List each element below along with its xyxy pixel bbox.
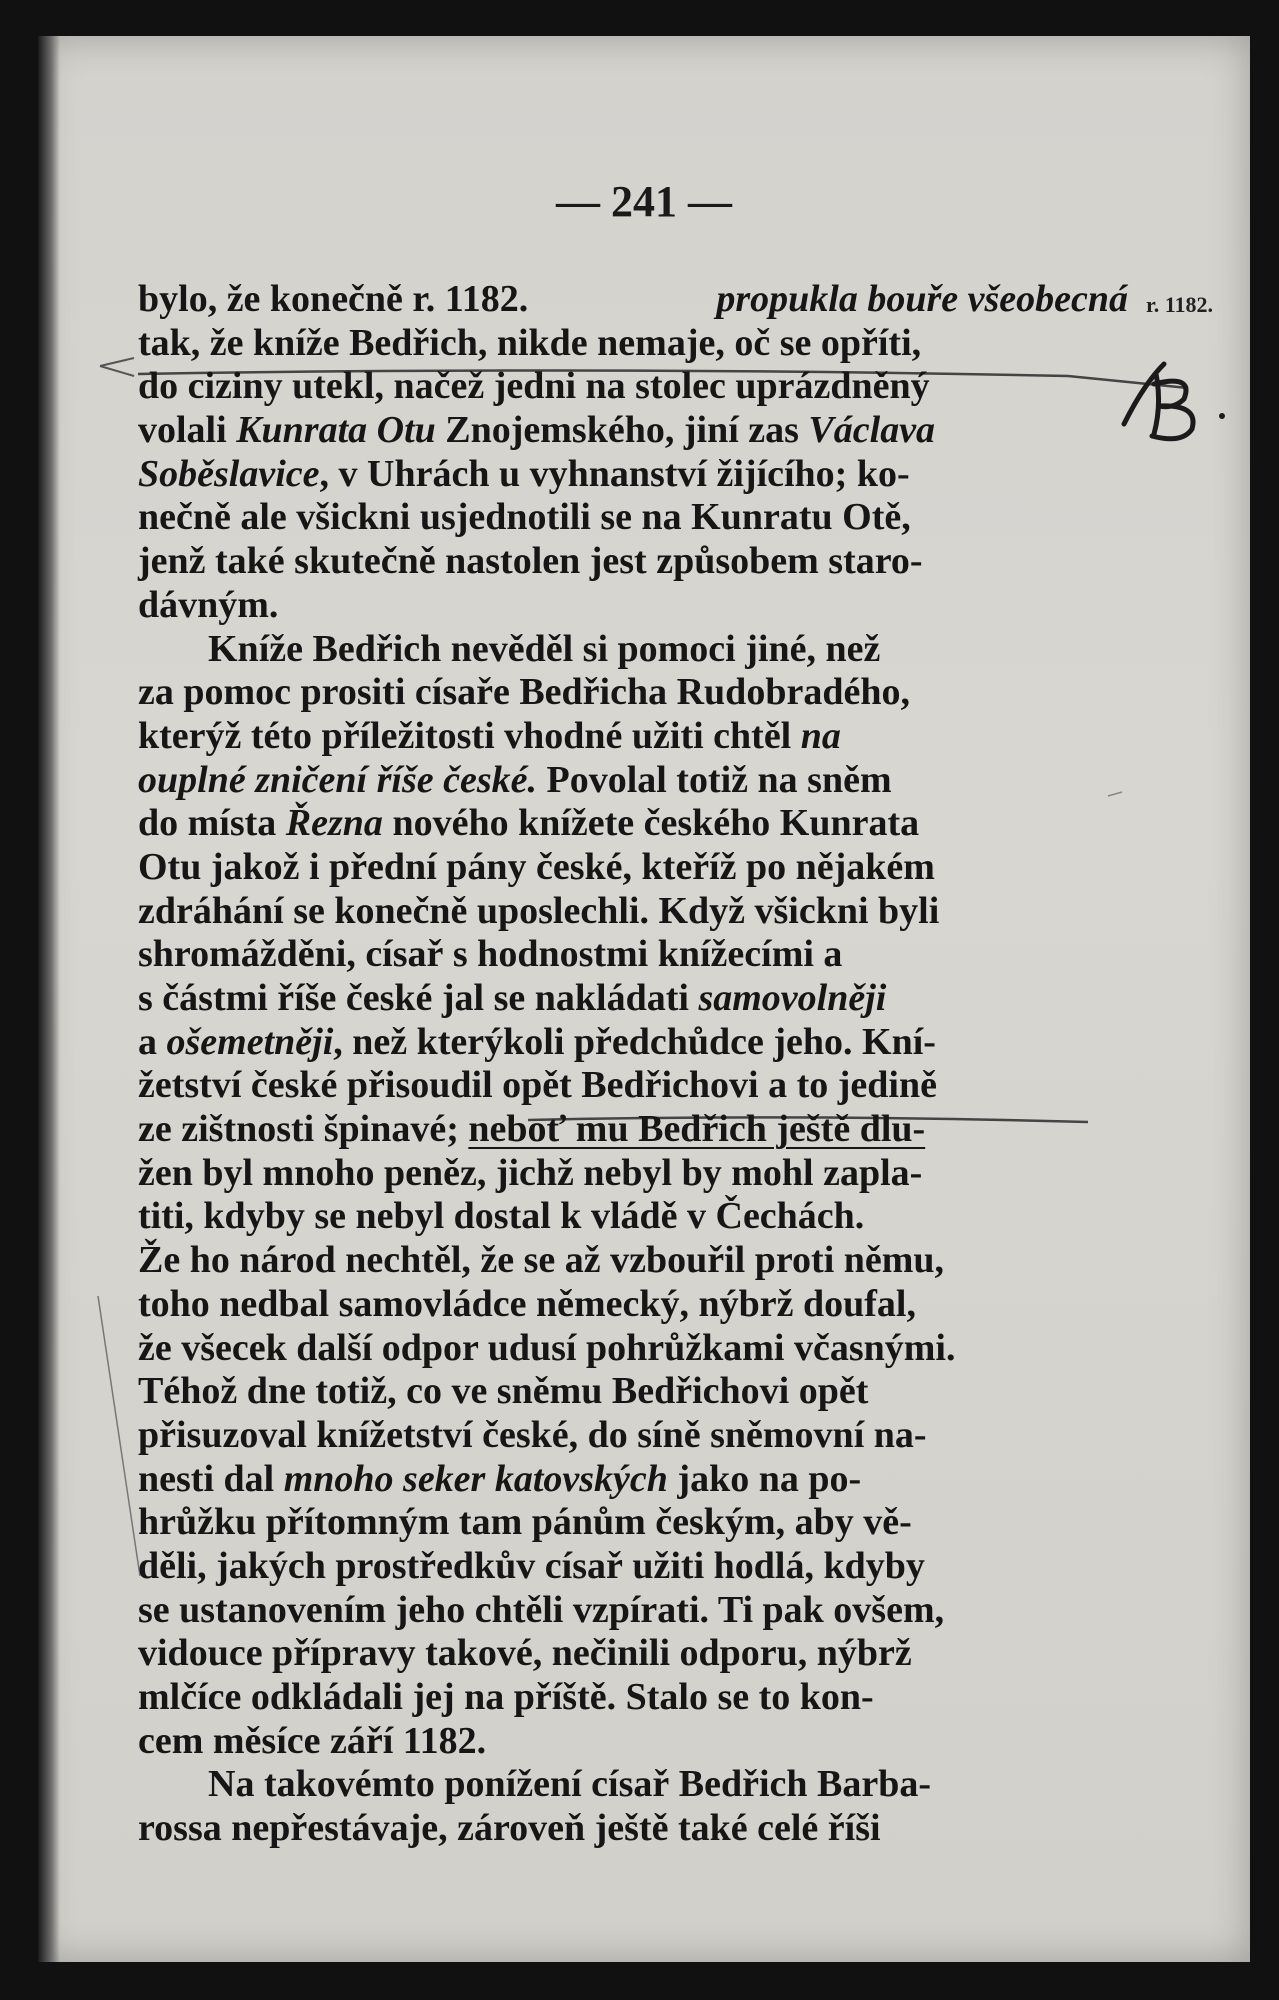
text-line: za pomoc prositi císaře Bedřicha Rudobradého, xyxy=(138,671,910,714)
pencil-arrow-mark xyxy=(100,358,134,376)
text-line: s částmi říše české jal se nakládati samovolněji xyxy=(138,977,887,1019)
book-page xyxy=(38,36,1250,1962)
text-line: přisuzoval knížetství české, do síně sněmovní na- xyxy=(138,1413,927,1456)
text-line: žetství české přisoudil opět Bedřichovi a to jedině xyxy=(138,1064,937,1107)
text-line: ze zištnosti špinavé; neboť mu Bedřich ještě dlu- xyxy=(138,1108,926,1151)
text-line: žen byl mnoho peněz, jichž nebyl by mohl zapla- xyxy=(138,1151,923,1194)
text-line: Na takovémto ponížení císař Bedřich Barba- xyxy=(208,1763,932,1806)
text-line: nečně ale všickni usjednotili se na Kunratu Otě, xyxy=(138,496,911,539)
text-line: tak, že kníže Bedřich, nikde nemaje, oč se opříti, xyxy=(138,321,922,364)
body-text xyxy=(138,278,1128,1851)
handwritten-mark xyxy=(1104,344,1244,454)
text-line: zdráhání se konečně uposlechli. Když všickni byli xyxy=(138,889,940,932)
text-line: Soběslavice, v Uhrách u vyhnanství žijícího; ko- xyxy=(138,452,910,495)
text-line: do místa Řezna nového knížete českého Kunrata xyxy=(138,802,920,845)
text-line: a ošemetněji, než kterýkoli předchůdce jeho. Kní- xyxy=(138,1020,936,1063)
text-line: děli, jakých prostředkův císař užiti hodlá, kdyby xyxy=(138,1544,925,1587)
text-line: shromážděni, císař s hodnostmi knížecími a xyxy=(138,933,843,976)
text-line: hrůžku přítomným tam pánům českým, aby vě- xyxy=(138,1501,912,1544)
text-line: Kníže Bedřich nevěděl si pomoci jiné, než xyxy=(208,627,881,670)
text-line: cem měsíce září 1182. xyxy=(138,1719,487,1762)
text-line: Že ho národ nechtěl, že se až vzbouřil proti němu, xyxy=(138,1239,945,1282)
pencil-margin-line xyxy=(98,1296,140,1576)
book-spine-shadow xyxy=(38,36,60,1962)
margin-year-note: r. 1182. xyxy=(1146,292,1214,317)
text-line: rossa nepřestávaje, zároveň ještě také celé říši xyxy=(138,1807,881,1850)
text-line: ouplné zničení říše české. Povolal totiž na sněm xyxy=(138,758,892,801)
text-line: vidouce přípravy takové, nečinili odporu, nýbrž xyxy=(138,1632,912,1675)
text-line: Otu jakož i přední pány české, kteříž po nějakém xyxy=(138,845,935,888)
text-line: mlčíce odkládali jej na příště. Stalo se to kon- xyxy=(138,1676,874,1718)
text-line: toho nedbal samovládce německý, nýbrž doufal, xyxy=(138,1282,916,1325)
page-number: — 241 — xyxy=(556,177,732,226)
text-line: Téhož dne totiž, co ve sněmu Bedřichovi opět xyxy=(138,1370,869,1413)
text-line: kterýž této příležitosti vhodné užiti chtěl na xyxy=(138,714,841,757)
text-line: dávným. xyxy=(138,583,279,626)
text-line: jenž také skutečně nastolen jest způsobem staro- xyxy=(138,540,923,583)
text-line: že všecek další odpor udusí pohrůžkami včasnými. xyxy=(138,1326,956,1369)
text-line: volali Kunrata Otu Znojemského, jiní zas Václava xyxy=(138,409,936,452)
text-line: titi, kdyby se nebyl dostal k vládě v Čechách. xyxy=(138,1195,865,1238)
text-line: bylo, že konečně r. 1182. propukla bouře všeobecná xyxy=(138,278,1128,320)
text-line: nesti dal mnoho seker katovských jako na po- xyxy=(138,1457,862,1500)
text-line: do ciziny utekl, načež jedni na stolec uprázdněný xyxy=(138,365,930,408)
text-line: se ustanovením jeho chtěli vzpírati. Ti pak ovšem, xyxy=(138,1588,945,1631)
